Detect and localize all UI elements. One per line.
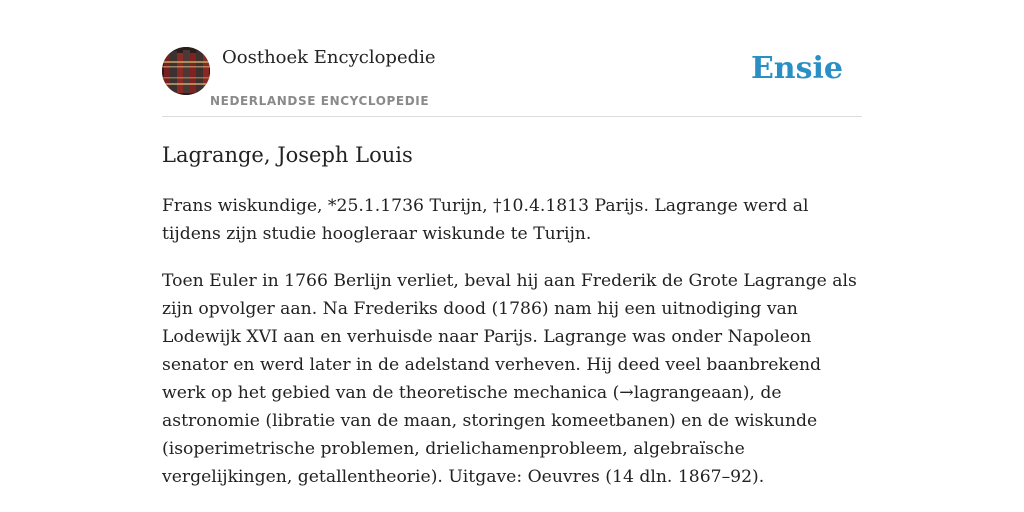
brand-logo-link[interactable]: Ensie — [750, 51, 843, 86]
article-title: Lagrange, Joseph Louis — [162, 143, 413, 167]
site-header — [162, 0, 862, 117]
article-paragraph: Frans wiskundige, *25.1.1736 Turijn, †10.4.1813 Parijs. Lagrange werd al tijdens zijn studie hoogleraar wiskunde te Turijn. — [162, 196, 809, 244]
article-content — [162, 140, 862, 491]
site-subtitle: NEDERLANDSE ENCYCLOPEDIE — [210, 94, 430, 108]
article-paragraph: Toen Euler in 1766 Berlijn verliet, beval hij aan Frederik de Grote Lagrange als zijn opvolger aan. Na Frederiks dood (1786) nam hij een uitnodiging van Lodewijk XVI aan en verhuisde naar Parijs. Lagrange was onder Napoleon senator en werd later in de adelstand verheven. Hij deed veel baanbrekend werk op het gebied van de theoretische mechanica (→lagrangeaan), de astronomie (libratie van de maan, storingen komeetbanen) en de wiskunde (isoperimetrische problemen, drielichamenprobleem, algebraïsche vergelijkingen, getallentheorie). Uitgave: Oeuvres (14 dln. 1867–92). — [162, 271, 857, 487]
site-name[interactable]: Oosthoek Encyclopedie — [222, 47, 436, 68]
book-spines-icon[interactable] — [162, 47, 210, 95]
